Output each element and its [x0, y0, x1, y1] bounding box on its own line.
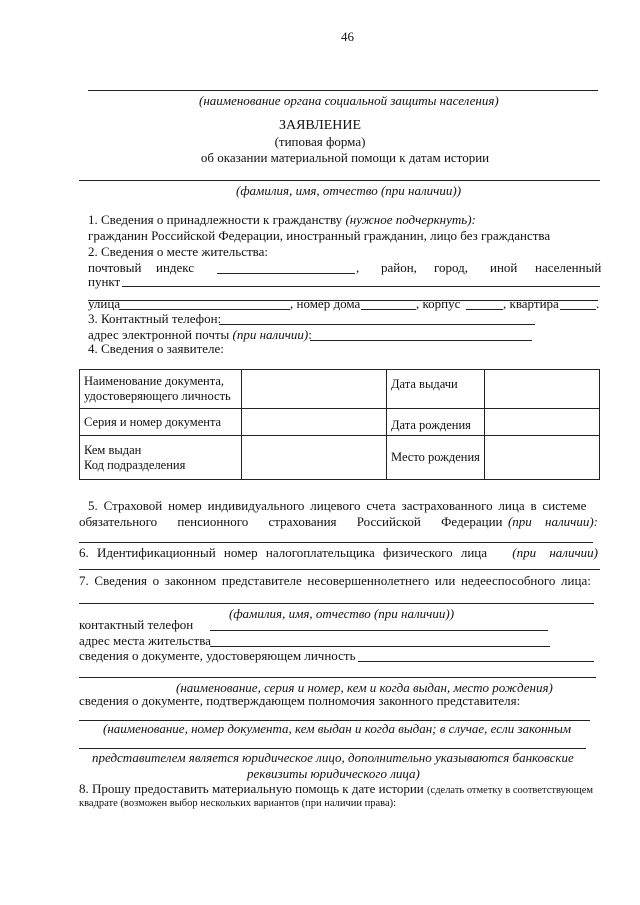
applicant-table [79, 369, 600, 480]
house-label: , номер дома [290, 296, 361, 311]
citizenship-label [88, 212, 476, 227]
email-label [88, 327, 312, 342]
inn-text: 6. Идентификационный номер налогоплательщика физического лица [79, 545, 488, 560]
org-hint: (наименование органа социальной защиты населения) [199, 93, 499, 108]
representative-fio-hint: (фамилия, имя, отчество (при наличии)) [229, 606, 455, 621]
birth-place-value[interactable] [485, 436, 600, 480]
rep-doc-field-1[interactable] [358, 661, 594, 662]
snils-field[interactable] [79, 542, 593, 543]
inn-hint: (при наличии) [512, 545, 598, 560]
email-hint: (при наличии) [232, 327, 309, 342]
house-field[interactable] [361, 309, 416, 310]
series-number-value[interactable] [242, 409, 387, 436]
postal-index-field[interactable] [217, 273, 355, 274]
apartment-dot: . [596, 296, 600, 311]
doc-name-cell: Наименование документа, удостоверяющего личность [80, 370, 242, 409]
rep-authority-field-2[interactable] [79, 748, 586, 749]
page-number: 46 [341, 29, 354, 44]
index-word: индекс [156, 260, 195, 275]
snils-hint: (при наличии): [507, 514, 598, 529]
snils-line-2-text: обязательного пенсионного страхования Российской Федерации [79, 514, 503, 529]
email-field[interactable] [310, 340, 532, 341]
org-name-field[interactable] [88, 90, 598, 91]
rep-authority-label: сведения о документе, подтверждающем полномочия законного представителя: [79, 693, 521, 708]
rep-phone-label: контактный телефон [79, 617, 194, 632]
subdivision-code-label: Код подразделения [84, 457, 186, 472]
other-word: иной [490, 260, 518, 275]
material-aid-note: (сделать отметку в соответствующем [427, 785, 594, 796]
email-label-text: адрес электронной почты [88, 327, 230, 342]
rep-address-label: адрес места жительства [79, 633, 211, 648]
phone-label: 3. Контактный телефон: [88, 311, 222, 326]
korpus-field[interactable] [466, 309, 503, 310]
street-field[interactable] [119, 309, 290, 310]
snils-line-1: 5. Страховой номер индивидуального лицевого счета застрахованного лица в системе [88, 498, 587, 513]
material-aid-note-2: квадрате (возможен выбор нескольких вариантов (при наличии права): [79, 798, 397, 809]
issued-by-value[interactable] [242, 436, 387, 480]
fio-hint: (фамилия, имя, отчество (при наличии)) [236, 183, 462, 198]
material-aid-label [79, 781, 593, 797]
document-title: ЗАЯВЛЕНИЕ [278, 118, 362, 133]
inn-field[interactable] [79, 569, 600, 570]
applicant-info-label: 4. Сведения о заявителе: [88, 341, 224, 356]
birth-date-value[interactable] [485, 409, 600, 436]
doc-name-value[interactable] [242, 370, 387, 409]
citizenship-hint: (нужное подчеркнуть): [345, 212, 476, 227]
locality-field-1[interactable] [122, 286, 600, 287]
issued-by-label: Кем выдан [84, 442, 142, 457]
representative-fio-field[interactable] [79, 603, 594, 604]
street-label: улица [88, 296, 121, 311]
apartment-label: , квартира [503, 296, 559, 311]
rep-address-field[interactable] [210, 646, 550, 647]
rep-doc-hint: (наименование, серия и номер, кем и когда выдан, место рождения) [176, 680, 553, 695]
series-number-cell: Серия и номер документа [80, 409, 242, 436]
applicant-fio-field[interactable] [79, 180, 600, 181]
issue-date-value[interactable] [485, 370, 600, 409]
document-subject: об оказании материальной помощи к датам истории [200, 150, 490, 165]
document-subtitle: (типовая форма) [274, 134, 366, 149]
punkt-word: пункт [88, 274, 121, 289]
birth-place-cell: Место рождения [387, 436, 485, 480]
citizenship-options[interactable]: гражданин Российской Федерации, иностранный гражданин, лицо без гражданства [88, 228, 551, 243]
settled-word: населенный [535, 260, 602, 275]
korpus-label: , корпус [416, 296, 461, 311]
representative-label: 7. Сведения о законном представителе несовершеннолетнего или недееспособного лица: [79, 573, 591, 588]
rep-authority-hint-3: реквизиты юридического лица) [247, 766, 420, 781]
city-word: город, [434, 260, 468, 275]
index-comma: , [356, 260, 360, 275]
birth-date-cell: Дата рождения [387, 409, 485, 436]
material-aid-text: 8. Прошу предоставить материальную помощь к дате истории [79, 781, 424, 796]
rep-authority-hint-1: (наименование, номер документа, кем выдан и когда выдан; в случае, если законным [103, 721, 572, 736]
rep-doc-field-2[interactable] [79, 677, 596, 678]
email-colon: : [308, 327, 312, 342]
inn-line [79, 545, 600, 560]
residence-label: 2. Сведения о месте жительства: [88, 244, 269, 259]
issued-by-cell [80, 436, 242, 480]
snils-line-2 [79, 514, 600, 529]
issue-date-cell: Дата выдачи [387, 370, 485, 409]
rep-doc-label: сведения о документе, удостоверяющем личность [79, 648, 356, 663]
citizenship-label-text: 1. Сведения о принадлежности к гражданству [88, 212, 343, 227]
postal-word: почтовый [88, 260, 142, 275]
apartment-field[interactable] [560, 309, 596, 310]
phone-field[interactable] [219, 324, 535, 325]
rep-authority-hint-2: представителем является юридическое лицо, дополнительно указываются банковские [92, 750, 574, 765]
district-word: район, [381, 260, 417, 275]
rep-phone-field[interactable] [210, 630, 548, 631]
